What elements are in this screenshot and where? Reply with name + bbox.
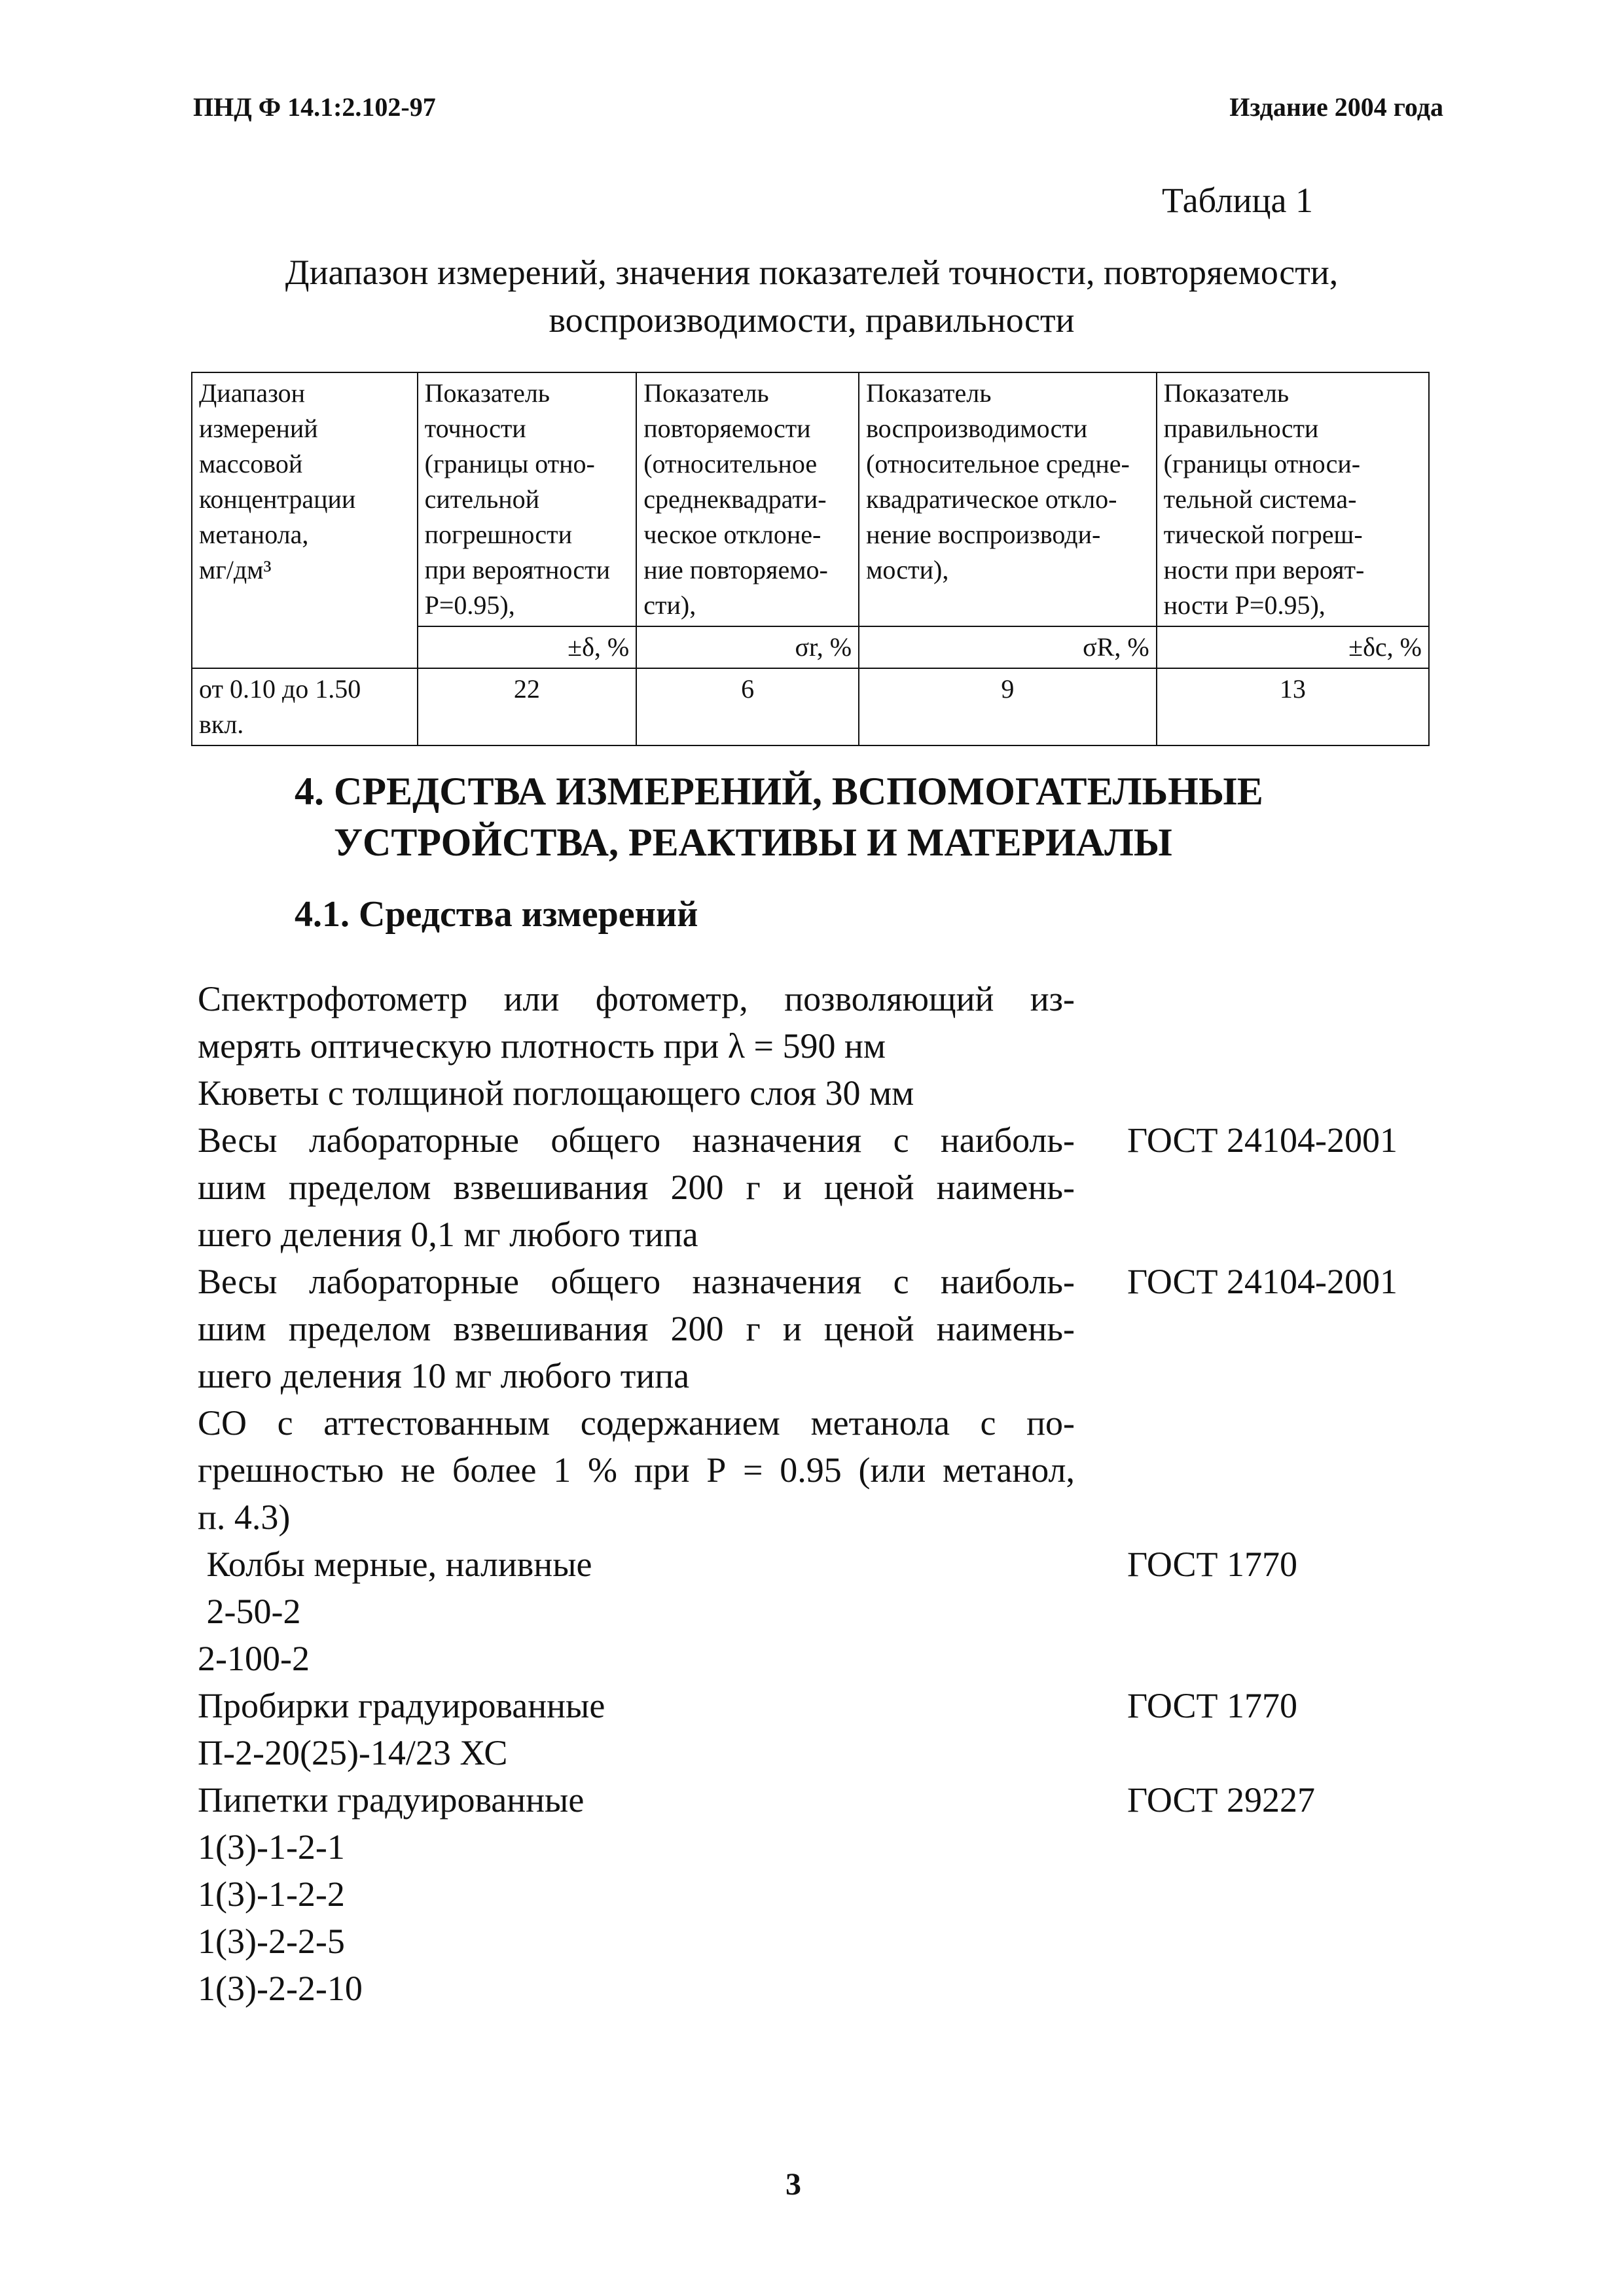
item-description	[198, 1069, 1075, 1117]
item-gost	[1127, 975, 1428, 1069]
item-description	[198, 1776, 1075, 1823]
item-description	[198, 1965, 1075, 2012]
header-line: при вероятности	[424, 555, 611, 584]
item-gost	[1127, 1729, 1428, 1776]
table-title-line: Диапазон измерений, значения показателей точности, повторяемости,	[285, 253, 1339, 292]
equipment-list	[198, 975, 1428, 2012]
doc-code: ПНД Ф 14.1:2.102-97	[193, 92, 436, 122]
value-cell: 22	[418, 668, 637, 745]
item-line: шего деления 0,1 мг любого типа	[198, 1215, 698, 1254]
header-line: ние повторяемо-	[643, 555, 828, 584]
symbol-cell: σr, %	[636, 626, 859, 668]
item-gost: ГОСТ 24104-2001	[1127, 1262, 1398, 1301]
item-line: Весы лабораторные общего назначения с наиболь-	[198, 1262, 1075, 1301]
header-line: концентрации	[199, 484, 356, 514]
table-title	[170, 249, 1453, 344]
header-line: массовой	[199, 449, 303, 478]
header-line: среднеквадрати-	[643, 484, 827, 514]
item-description	[198, 1918, 1075, 1965]
header-line: Показатель	[866, 378, 992, 408]
header-line: тельной системa-	[1163, 484, 1357, 514]
list-item	[198, 1682, 1428, 1729]
item-description	[198, 1823, 1075, 1871]
header-line: измерений	[199, 414, 318, 443]
list-item	[198, 1918, 1428, 1965]
page-number: 3	[785, 2167, 801, 2202]
item-gost	[1127, 1965, 1428, 2012]
range-line: от 0.10 до 1.50	[199, 674, 361, 704]
header-line: Показатель	[643, 378, 769, 408]
header-line: нение воспроизводи-	[866, 520, 1101, 549]
item-gost	[1127, 1823, 1428, 1871]
item-description	[198, 1541, 1075, 1588]
item-gost	[1127, 1399, 1428, 1541]
header-line: ческое отклоне-	[643, 520, 821, 549]
list-item	[198, 1541, 1428, 1588]
header-line: Показатель	[424, 378, 550, 408]
item-description	[198, 1635, 1075, 1682]
item-description	[198, 1682, 1075, 1729]
edition-label: Издание 2004 года	[1229, 92, 1443, 122]
header-cell-correctness	[1157, 372, 1429, 626]
header-cell-range	[192, 372, 418, 668]
header-line: ности при вероят-	[1163, 555, 1365, 584]
header-line: (относительное	[643, 449, 818, 478]
range-line: вкл.	[199, 709, 244, 739]
table-label: Таблица 1	[1162, 181, 1313, 220]
header-line: повторяемости	[643, 414, 811, 443]
item-line: Пипетки градуированные	[198, 1780, 585, 1820]
item-line: Кюветы с толщиной поглощающего слоя 30 мм	[198, 1073, 914, 1113]
value-cell: 13	[1157, 668, 1429, 745]
item-line: Колбы мерные, наливные	[198, 1545, 592, 1584]
item-line: П-2-20(25)-14/23 ХС	[198, 1733, 508, 1772]
value-cell: 9	[859, 668, 1157, 745]
header-line: квадратическое откло-	[866, 484, 1117, 514]
item-line: Весы лабораторные общего назначения с наиболь-	[198, 1121, 1075, 1160]
item-line: 2-100-2	[198, 1639, 310, 1678]
header-line: воспроизводимости	[866, 414, 1088, 443]
item-line: шего деления 10 мг любого типа	[198, 1356, 690, 1395]
list-item	[198, 1588, 1428, 1635]
item-description	[198, 1399, 1075, 1541]
item-gost: ГОСТ 1770	[1127, 1686, 1298, 1725]
header-line: Диапазон	[199, 378, 306, 408]
accuracy-table	[191, 372, 1430, 746]
value-cell: 6	[636, 668, 859, 745]
item-line: СО с аттестованным содержанием метанола с по-	[198, 1403, 1075, 1443]
item-line: 1(3)-2-2-5	[198, 1922, 345, 1961]
item-gost	[1127, 1635, 1428, 1682]
header-line: погрешности	[424, 520, 573, 549]
item-description	[198, 1117, 1075, 1258]
header-line: ности Р=0.95),	[1163, 590, 1326, 620]
item-line: 1(3)-1-2-2	[198, 1874, 345, 1914]
header-line: сти),	[643, 590, 696, 620]
list-item	[198, 1258, 1428, 1399]
list-item	[198, 1117, 1428, 1258]
item-line: шим пределом взвешивания 200 г и ценой наимень-	[198, 1309, 1075, 1348]
list-item	[198, 1776, 1428, 1823]
item-description	[198, 1871, 1075, 1918]
header-line: сительной	[424, 484, 540, 514]
item-line: п. 4.3)	[198, 1498, 291, 1537]
item-description	[198, 1588, 1075, 1635]
item-description	[198, 975, 1075, 1069]
item-line: шим пределом взвешивания 200 г и ценой наимень-	[198, 1168, 1075, 1207]
item-line: 2-50-2	[198, 1592, 301, 1631]
list-item	[198, 1635, 1428, 1682]
list-item	[198, 975, 1428, 1069]
list-item	[198, 1069, 1428, 1117]
header-line: мг/дм³	[199, 555, 272, 584]
subsection-title: 4.1. Средства измерений	[295, 894, 698, 935]
item-gost: ГОСТ 1770	[1127, 1545, 1298, 1584]
item-gost: ГОСТ 24104-2001	[1127, 1121, 1398, 1160]
item-description	[198, 1258, 1075, 1399]
header-cell-accuracy	[418, 372, 637, 626]
item-line: 1(3)-1-2-1	[198, 1827, 345, 1867]
section-title	[295, 766, 1473, 868]
symbol-cell: ±δc, %	[1157, 626, 1429, 668]
list-item	[198, 1729, 1428, 1776]
item-gost	[1127, 1588, 1428, 1635]
table-header-row	[192, 372, 1429, 626]
range-cell	[192, 668, 418, 745]
header-line: точности	[424, 414, 526, 443]
item-gost	[1127, 1918, 1428, 1965]
item-line: грешностью не более 1 % при Р = 0.95 (или метанол,	[198, 1450, 1075, 1490]
list-item	[198, 1823, 1428, 1871]
list-item	[198, 1399, 1428, 1541]
header-line: Р=0.95),	[424, 590, 515, 620]
header-line: Показатель	[1163, 378, 1290, 408]
item-line: мерять оптическую плотность при λ = 590 нм	[198, 1026, 886, 1066]
header-cell-reproducibility	[859, 372, 1157, 626]
header-line: мости),	[866, 555, 949, 584]
list-item	[198, 1871, 1428, 1918]
item-line: Спектрофотометр или фотометр, позволяющий из-	[198, 979, 1075, 1018]
item-description	[198, 1729, 1075, 1776]
section-title-line: УСТРОЙСТВА, РЕАКТИВЫ И МАТЕРИАЛЫ	[334, 821, 1172, 864]
header-line: (относительное средне-	[866, 449, 1130, 478]
header-line: тической погреш-	[1163, 520, 1363, 549]
item-gost: ГОСТ 29227	[1127, 1780, 1316, 1820]
item-gost	[1127, 1069, 1428, 1117]
symbol-cell: σR, %	[859, 626, 1157, 668]
header-cell-repeatability	[636, 372, 859, 626]
list-item	[198, 1965, 1428, 2012]
symbol-cell: ±δ, %	[418, 626, 637, 668]
item-gost	[1127, 1871, 1428, 1918]
table-title-line: воспроизводимости, правильности	[549, 300, 1075, 340]
header-line: правильности	[1163, 414, 1319, 443]
item-line: Пробирки градуированные	[198, 1686, 605, 1725]
header-line: (границы относи-	[1163, 449, 1361, 478]
table-row	[192, 668, 1429, 745]
item-line: 1(3)-2-2-10	[198, 1969, 363, 2008]
section-title-line: 4. СРЕДСТВА ИЗМЕРЕНИЙ, ВСПОМОГАТЕЛЬНЫЕ	[295, 770, 1263, 813]
header-line: (границы отно-	[424, 449, 595, 478]
header-line: метанола,	[199, 520, 309, 549]
